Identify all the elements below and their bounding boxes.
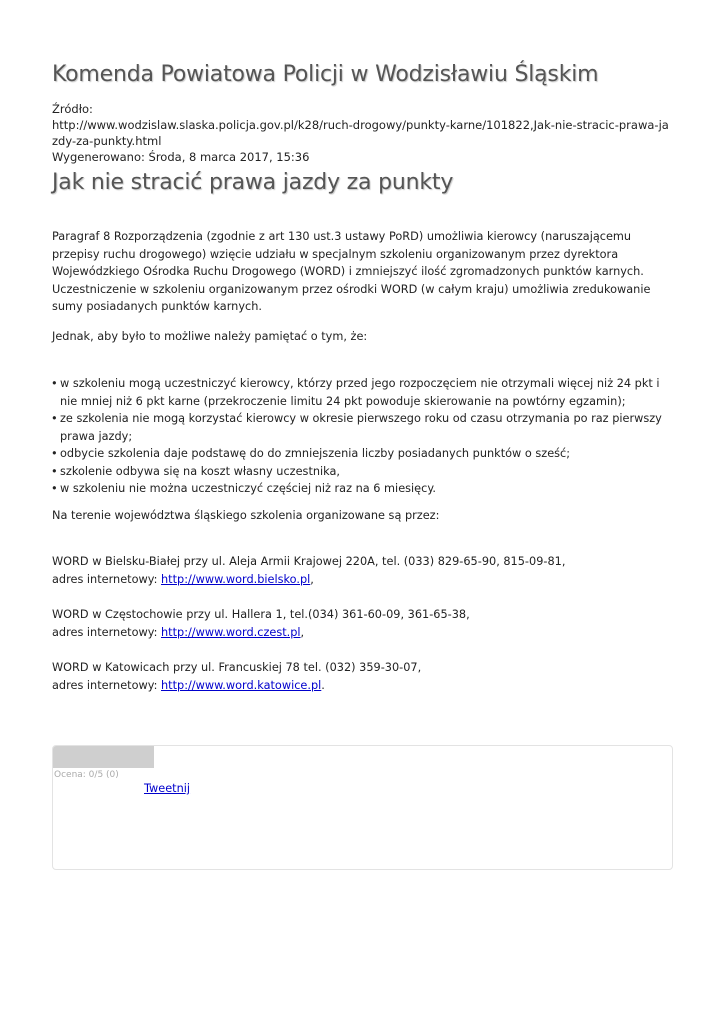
conditions-list — [52, 375, 672, 498]
word-url-prefix: adres internetowy: — [52, 625, 161, 639]
word-address: WORD w Katowicach przy ul. Francuskiej 78 tel. (032) 359-30-07, — [52, 661, 422, 674]
tweet-button[interactable]: Tweetnij — [144, 782, 191, 795]
article-paragraph: Na terenie województwa śląskiego szkolenia organizowane są przez: — [52, 509, 440, 522]
word-url-prefix: adres internetowy: — [52, 572, 161, 586]
list-item: • ze szkolenia nie mogą korzystać kierowcy w okresie pierwszego roku od czasu otrzymania po raz pierwszy prawa jazdy; — [52, 410, 672, 445]
punctuation: , — [300, 625, 305, 639]
word-url-prefix: adres internetowy: — [52, 678, 161, 692]
article-paragraph: Jednak, aby było to możliwe należy pamiętać o tym, że: — [52, 330, 368, 343]
word-address: WORD w Częstochowie przy ul. Hallera 1, tel.(034) 361-60-09, 361-65-38, — [52, 608, 470, 621]
list-item: • szkolenie odbywa się na koszt własny uczestnika, — [52, 463, 672, 481]
article-paragraph: Paragraf 8 Rozporządzenia (zgodnie z art 130 ust.3 ustawy PoRD) umożliwia kierowcy (naruszającemu przepisy ruchu drogowego) wzięcie udziału w specjalnym szkoleniu organizowanym przez dyrektora Wojewódzkiego Ośrodka Ruchu Drogowego (WORD) i zmniejszyć ilość zgromadzonych punktów karnych. Uczestniczenie w szkoleniu organizowanym przez ośrodki WORD (w całym kraju) umożliwia zredukowanie sumy posiadanych punktów karnych. — [52, 230, 651, 313]
rating-stars[interactable] — [53, 746, 154, 768]
article-title: Jak nie stracić prawa jazdy za punkty — [52, 170, 454, 195]
punctuation: . — [321, 678, 325, 692]
source-url: http://www.wodzislaw.slaska.policja.gov.pl/k28/ruch-drogowy/punkty-karne/101822,Jak-nie-stracic-prawa-jazdy-za-punkty.html — [52, 118, 669, 148]
list-item: • w szkoleniu nie można uczestniczyć częściej niż raz na 6 miesięcy. — [52, 480, 672, 498]
word-entry-katowice — [52, 659, 672, 694]
rating-panel — [52, 745, 673, 870]
site-title: Komenda Powiatowa Policji w Wodzisławiu Śląskim — [52, 62, 599, 87]
word-entry-bielsko — [52, 553, 672, 588]
list-item: • odbycie szkolenia daje podstawę do do zmniejszenia liczby posiadanych punktów o sześć; — [52, 445, 672, 463]
word-katowice-link[interactable]: http://www.word.katowice.pl — [161, 678, 322, 692]
generated-date: Wygenerowano: Środa, 8 marca 2017, 15:36 — [52, 150, 310, 164]
punctuation: , — [310, 572, 314, 586]
list-item: • w szkoleniu mogą uczestniczyć kierowcy, którzy przed jego rozpoczęciem nie otrzymali więcej niż 24 pkt i nie mniej niż 6 pkt karne (przekroczenie limitu 24 pkt powoduje skierowanie na powtórny egzamin); — [52, 375, 672, 410]
word-bielsko-link[interactable]: http://www.word.bielsko.pl — [161, 572, 311, 586]
word-address: WORD w Bielsku-Białej przy ul. Aleja Armii Krajowej 220A, tel. (033) 829-65-90, 815-09-81, — [52, 555, 566, 568]
word-czest-link[interactable]: http://www.word.czest.pl — [161, 625, 301, 639]
source-label: Źródło: — [52, 102, 93, 116]
document-meta — [52, 101, 672, 165]
rating-label: Ocena: 0/5 (0) — [54, 770, 119, 780]
word-entry-czestochowa — [52, 606, 672, 641]
